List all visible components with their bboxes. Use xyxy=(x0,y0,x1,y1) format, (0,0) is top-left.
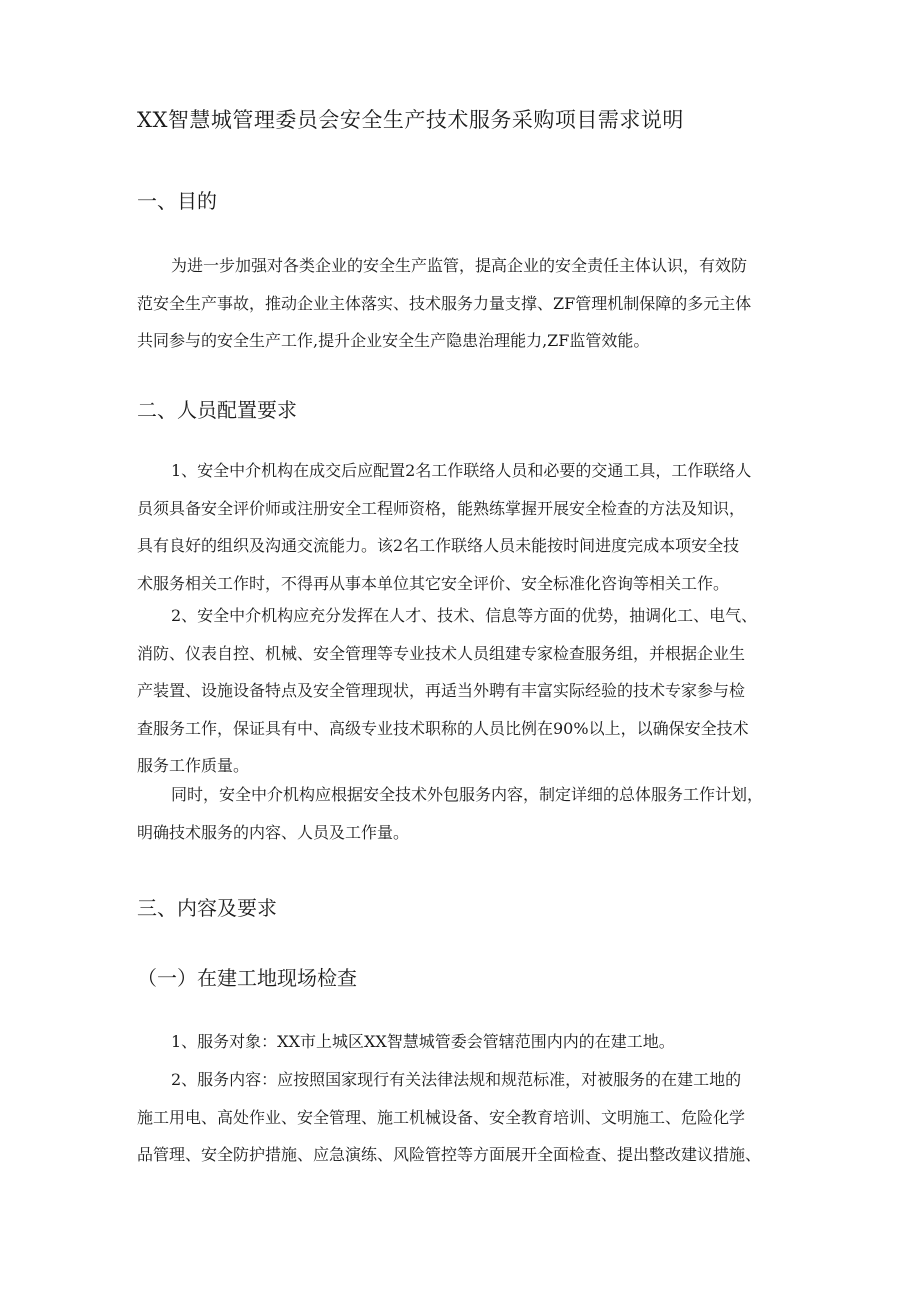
paragraph-line: 为进一步加强对各类企业的安全生产监管，提高企业的安全责任主体认识，有效防 xyxy=(171,256,748,275)
paragraph-service-target xyxy=(137,1023,795,1061)
subsection-heading-site-inspection: （一）在建工地现场检查 xyxy=(137,966,357,990)
paragraph-line: 共同参与的安全生产工作,提升企业安全生产隐患治理能力,ZF监管效能。 xyxy=(137,331,650,350)
paragraph-line: 1、服务对象：XX市上城区XX智慧城管委会管辖范围内内的在建工地。 xyxy=(171,1032,675,1051)
paragraph-staffing-1 xyxy=(137,452,795,602)
paragraph-line: 服务工作质量。 xyxy=(137,756,250,775)
paragraph-line: 范安全生产事故，推动企业主体落实、技术服务力量支撑、ZF管理机制保障的多元主体 xyxy=(137,293,752,313)
paragraph-line: 具有良好的组织及沟通交流能力。该2名工作联络人员未能按时间进度完成本项安全技 xyxy=(137,536,740,555)
paragraph-line: 同时，安全中介机构应根据安全技术外包服务内容，制定详细的总体服务工作计划， xyxy=(171,785,764,804)
paragraph-line: 1、安全中介机构在成交后应配置2名工作联络人员和必要的交通工具，工作联络人 xyxy=(171,461,752,480)
paragraph-line: 明确技术服务的内容、人员及工作量。 xyxy=(137,822,410,842)
paragraph-service-content xyxy=(137,1061,795,1174)
paragraph-line: 术服务相关工作时，不得再从事本单位其它安全评价、安全标准化咨询等相关工作。 xyxy=(137,573,730,593)
section-heading-staffing: 二、人员配置要求 xyxy=(137,398,297,422)
document-title: XX智慧城管理委员会安全生产技术服务采购项目需求说明 xyxy=(137,108,684,132)
paragraph-line: 2、服务内容：应按照国家现行有关法律法规和规范标准，对被服务的在建工地的 xyxy=(171,1070,742,1089)
paragraph-line: 施工用电、高处作业、安全管理、施工机械设备、安全教育培训、文明施工、危险化学 xyxy=(137,1107,746,1127)
section-heading-content: 三、内容及要求 xyxy=(137,896,277,920)
paragraph-staffing-2 xyxy=(137,597,795,785)
paragraph-line: 产装置、设施设备特点及安全管理现状，再适当外聘有丰富实际经验的技术专家参与检 xyxy=(137,681,746,700)
paragraph-line: 消防、仪表自控、机械、安全管理等专业技术人员组建专家检查服务组，并根据企业生 xyxy=(137,643,746,663)
paragraph-staffing-3 xyxy=(137,776,795,851)
paragraph-line: 员须具备安全评价师或注册安全工程师资格，能熟练掌握开展安全检查的方法及知识， xyxy=(137,498,746,518)
paragraph-line: 查服务工作，保证具有中、高级专业技术职称的人员比例在90%以上，以确保安全技术 xyxy=(137,718,749,738)
paragraph-line: 2、安全中介机构应充分发挥在人才、技术、信息等方面的优势，抽调化工、电气、 xyxy=(171,606,758,625)
section-heading-purpose: 一、目的 xyxy=(137,189,217,213)
paragraph-purpose xyxy=(137,247,795,360)
paragraph-line: 品管理、安全防护措施、应急演练、风险管控等方面展开全面检查、提出整改建议措施、 xyxy=(137,1145,762,1164)
